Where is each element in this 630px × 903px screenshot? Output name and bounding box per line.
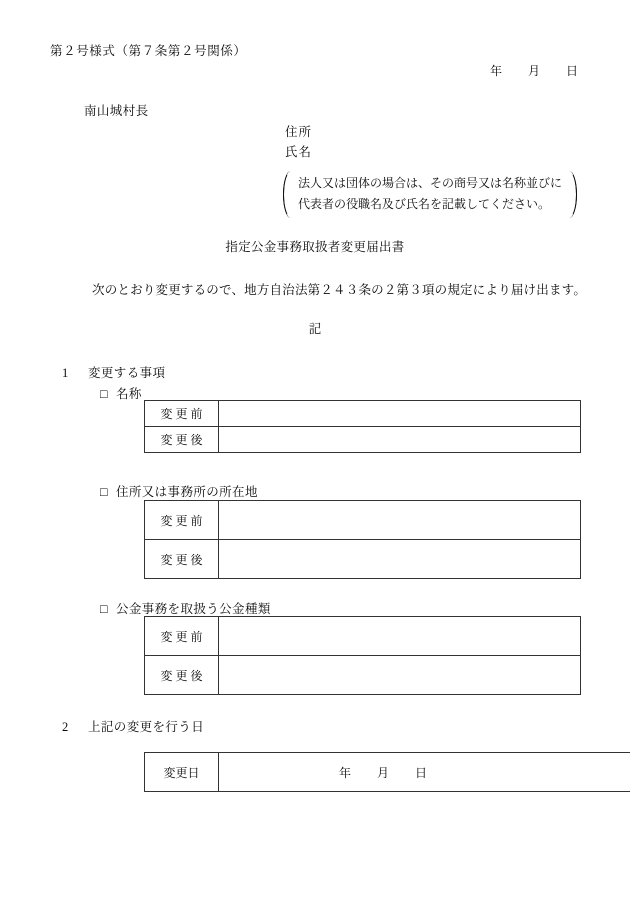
row-label-after: 変更後 — [145, 656, 219, 695]
checkbox-label-address: 住所又は事務所の所在地 — [115, 485, 258, 499]
row-label-before: 変更前 — [145, 617, 219, 656]
row-value-after[interactable] — [219, 427, 581, 453]
checkbox-icon[interactable]: □ — [100, 602, 108, 616]
table-name-change — [144, 400, 581, 453]
checkbox-label-name: 名称 — [115, 387, 142, 401]
table-change-date — [144, 752, 630, 792]
lead-sentence: 次のとおり変更するので、地方自治法第２４３条の２第３項の規定により届け出ます。 — [92, 283, 587, 297]
date-month-label: 月 — [528, 64, 541, 78]
change-date-input[interactable] — [219, 753, 630, 792]
table-address-change — [144, 500, 581, 579]
date-year-label: 年 — [490, 64, 503, 78]
note-line-1: 法人又は団体の場合は、その商号又は名称並びに — [298, 176, 563, 190]
table-row — [145, 540, 581, 579]
table-row — [145, 753, 630, 792]
table-row — [145, 501, 581, 540]
date-day-label: 日 — [566, 64, 579, 78]
change-date-month-label: 月 — [377, 765, 390, 780]
table-row — [145, 401, 581, 427]
table-fund-type-change — [144, 616, 581, 695]
addressee-to: 南山城村長 — [84, 104, 149, 118]
row-value-before[interactable] — [219, 617, 581, 656]
checkbox-item-address[interactable] — [100, 482, 258, 500]
row-label-before: 変更前 — [145, 401, 219, 427]
section-2-number: 2 — [62, 720, 69, 734]
corporate-note — [283, 170, 577, 219]
note-right-bracket-icon — [568, 170, 577, 219]
checkbox-item-name[interactable] — [100, 384, 142, 402]
checkbox-label-fund-type: 公金事務を取扱う公金種類 — [115, 602, 271, 616]
row-label-after: 変更後 — [145, 427, 219, 453]
section-2-title: 上記の変更を行う日 — [88, 720, 205, 734]
row-label-change-date: 変更日 — [145, 753, 219, 792]
note-line-2: 代表者の役職名及び氏名を記載してください。 — [298, 197, 551, 211]
section-1-number: 1 — [62, 366, 69, 380]
row-value-after[interactable] — [219, 540, 581, 579]
row-value-after[interactable] — [219, 656, 581, 695]
ki-marker: 記 — [308, 322, 322, 336]
change-date-day-label: 日 — [415, 765, 428, 780]
note-text — [292, 170, 568, 219]
section-1-heading — [62, 363, 165, 381]
form-number: 第２号様式（第７条第２号関係） — [50, 44, 247, 58]
table-row — [145, 656, 581, 695]
checkbox-icon[interactable]: □ — [100, 387, 108, 401]
checkbox-icon[interactable]: □ — [100, 485, 108, 499]
change-date-year-label: 年 — [339, 765, 352, 780]
section-1-title: 変更する事項 — [88, 366, 166, 380]
applicant-name-label: 氏名 — [285, 145, 313, 159]
row-label-before: 変更前 — [145, 501, 219, 540]
document-title: 指定公金事務取扱者変更届出書 — [225, 240, 405, 254]
checkbox-item-fund-type[interactable] — [100, 599, 271, 617]
applicant-address-label: 住所 — [285, 125, 313, 139]
row-label-after: 変更後 — [145, 540, 219, 579]
table-row — [145, 617, 581, 656]
row-value-before[interactable] — [219, 501, 581, 540]
table-row — [145, 427, 581, 453]
note-left-bracket-icon — [283, 170, 292, 219]
row-value-before[interactable] — [219, 401, 581, 427]
date-line — [490, 62, 578, 79]
section-2-heading — [62, 717, 204, 735]
